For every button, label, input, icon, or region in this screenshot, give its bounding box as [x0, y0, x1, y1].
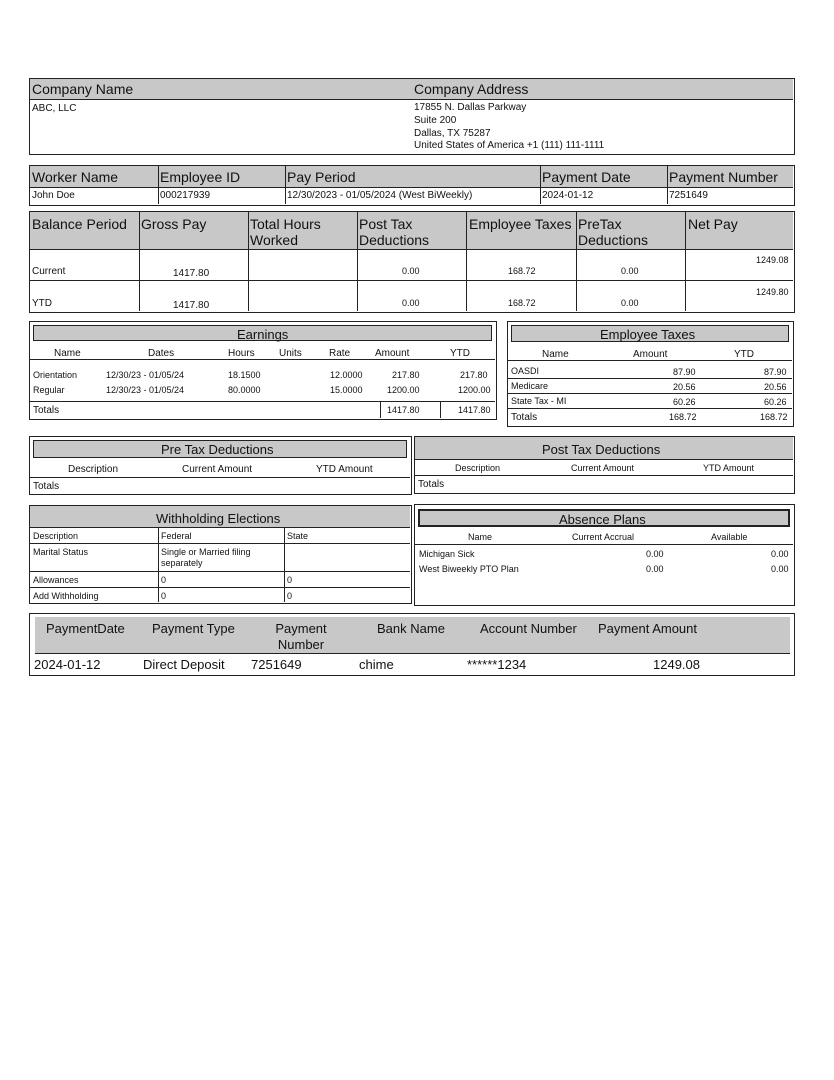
pretax-current: 0.00: [621, 266, 639, 276]
earnings-name-header: Name: [54, 348, 81, 359]
worker-name-header: Worker Name: [32, 169, 119, 185]
earnings-row-hours: 80.0000: [228, 385, 261, 395]
post-tax-header: Post Tax Deductions: [359, 216, 430, 248]
earnings-row-name: Regular: [33, 385, 65, 395]
earnings-ytd-header: YTD: [450, 348, 470, 359]
withholding-row-state: 0: [287, 575, 293, 585]
withholding-state-header: State: [287, 531, 309, 541]
tax-row-name: Medicare: [511, 381, 549, 391]
taxes-ytd-header: YTD: [734, 349, 754, 360]
taxes-name-header: Name: [542, 349, 569, 360]
payment-number: 7251649: [669, 190, 708, 201]
earnings-row-amount: 217.80: [392, 370, 420, 380]
company-address-label: Company Address: [414, 81, 529, 97]
net-ytd: 1249.80: [756, 287, 789, 297]
payment-amount-header: Payment Amount: [598, 621, 697, 636]
pre-tax-current-header: Current Amount: [182, 464, 253, 475]
pre-tax-ytd-header: YTD Amount: [316, 464, 373, 475]
employee-taxes-header: Employee Taxes: [469, 216, 572, 232]
payment-row-bank: chime: [359, 657, 394, 672]
pretax-header: PreTax Deductions: [578, 216, 649, 248]
withholding-federal-header: Federal: [161, 531, 192, 541]
earnings-hours-header: Hours: [228, 348, 255, 359]
earnings-row-ytd: 1200.00: [458, 385, 491, 395]
tax-row-amount: 20.56: [673, 382, 696, 392]
gross-pay-header: Gross Pay: [141, 216, 207, 232]
earnings-row-name: Orientation: [33, 370, 78, 380]
withholding-row-desc: Allowances: [33, 575, 79, 585]
address-line-2: Suite 200: [414, 115, 457, 126]
tax-row-amount: 60.26: [673, 397, 696, 407]
post-tax-desc-header: Description: [455, 463, 501, 473]
withholding-title: Withholding Elections: [156, 511, 281, 526]
pay-period: 12/30/2023 - 01/05/2024 (West BiWeekly): [287, 190, 473, 201]
balance-section: [29, 211, 795, 313]
account-number-header: Account Number: [480, 621, 577, 636]
payment-row-type: Direct Deposit: [143, 657, 225, 672]
net-pay-header: Net Pay: [688, 216, 738, 232]
payment-date-header: PaymentDate: [46, 621, 125, 636]
absence-name-header: Name: [468, 532, 493, 542]
tax-row-ytd: 60.26: [764, 397, 787, 407]
earnings-title: Earnings: [237, 327, 289, 342]
taxes-total-ytd: 168.72: [760, 412, 788, 422]
earnings-dates-header: Dates: [148, 348, 175, 359]
company-section: [29, 78, 795, 155]
withholding-desc-header: Description: [33, 531, 79, 541]
tax-row-name: State Tax - MI: [511, 396, 567, 406]
earnings-row-hours: 18.1500: [228, 370, 261, 380]
post-tax-section: [414, 436, 795, 494]
payment-number-header-line-2: Number: [277, 637, 325, 652]
withholding-row-state: 0: [287, 591, 293, 601]
tax-row-ytd: 87.90: [764, 367, 787, 377]
tax-row-ytd: 20.56: [764, 382, 787, 392]
company-name: ABC, LLC: [32, 103, 77, 114]
payment-number-header: Payment Number: [669, 169, 778, 185]
absence-row-available: 0.00: [771, 549, 789, 559]
address-line-3: Dallas, TX 75287: [414, 128, 491, 139]
tax-row-name: OASDI: [511, 366, 540, 376]
payment-row-account: ******1234: [467, 657, 527, 672]
absence-row-name: Michigan Sick: [419, 549, 475, 559]
earnings-row-rate: 15.0000: [330, 385, 363, 395]
balance-period-ytd: YTD: [32, 298, 52, 309]
taxes-current: 168.72: [508, 266, 536, 276]
payment-section: [29, 613, 795, 676]
earnings-rate-header: Rate: [329, 348, 351, 359]
earnings-amount-header: Amount: [375, 348, 410, 359]
balance-period-current: Current: [32, 266, 66, 277]
address-line-1: 17855 N. Dallas Parkway: [414, 102, 527, 113]
earnings-row-ytd: 217.80: [460, 370, 488, 380]
withholding-section: [29, 505, 412, 604]
withholding-row-federal: 0: [161, 575, 167, 585]
pre-tax-section: [29, 436, 412, 495]
payment-date: 2024-01-12: [542, 190, 594, 201]
tax-row-amount: 87.90: [673, 367, 696, 377]
taxes-ytd: 168.72: [508, 298, 536, 308]
post-tax-title: Post Tax Deductions: [542, 442, 661, 457]
pretax-ytd: 0.00: [621, 298, 639, 308]
payment-number-header: [266, 621, 336, 653]
post-tax-current-header: Current Amount: [571, 463, 635, 473]
absence-row-accrual: 0.00: [646, 549, 664, 559]
absence-row-available: 0.00: [771, 564, 789, 574]
earnings-section: [29, 321, 497, 420]
employee-id: 000217939: [160, 190, 211, 201]
gross-ytd: 1417.80: [173, 300, 210, 311]
pre-tax-totals-label: Totals: [33, 481, 60, 492]
taxes-totals-label: Totals: [511, 412, 538, 423]
post-tax-ytd: 0.00: [402, 298, 420, 308]
payment-row-number: 7251649: [251, 657, 302, 672]
worker-name: John Doe: [32, 190, 75, 201]
payment-date-header: Payment Date: [542, 169, 631, 185]
pay-period-header: Pay Period: [287, 169, 356, 185]
employee-taxes-section: [507, 321, 794, 427]
pre-tax-title: Pre Tax Deductions: [161, 442, 274, 457]
net-current: 1249.08: [756, 255, 789, 265]
earnings-row-rate: 12.0000: [330, 370, 363, 380]
absence-row-accrual: 0.00: [646, 564, 664, 574]
earnings-totals-label: Totals: [33, 405, 60, 416]
absence-title: Absence Plans: [559, 512, 646, 527]
post-tax-ytd-header: YTD Amount: [703, 463, 755, 473]
payment-row-amount: 1249.08: [653, 657, 700, 672]
company-header-bar: [30, 79, 793, 99]
post-tax-current: 0.00: [402, 266, 420, 276]
earnings-total-ytd: 1417.80: [458, 405, 491, 415]
post-tax-totals-label: Totals: [418, 479, 445, 490]
pre-tax-desc-header: Description: [68, 464, 119, 475]
payment-row-date: 2024-01-12: [34, 657, 101, 672]
address-line-4: United States of America +1 (111) 111-1111: [414, 140, 605, 151]
employee-id-header: Employee ID: [160, 169, 241, 185]
gross-current: 1417.80: [173, 268, 210, 279]
absence-row-name: West Biweekly PTO Plan: [419, 564, 519, 574]
withholding-row-federal: 0: [161, 591, 167, 601]
earnings-row-dates: 12/30/23 - 01/05/24: [106, 370, 185, 380]
earnings-total-amount: 1417.80: [387, 405, 420, 415]
withholding-row-desc: Marital Status: [33, 547, 89, 557]
earnings-row-amount: 1200.00: [387, 385, 420, 395]
worker-section: [29, 165, 795, 206]
absence-accrual-header: Current Accrual: [572, 532, 635, 542]
withholding-row-federal: Single or Married filing separately: [161, 547, 251, 568]
balance-period-header: Balance Period: [32, 216, 127, 232]
payment-type-header: Payment Type: [152, 621, 235, 636]
earnings-row-dates: 12/30/23 - 01/05/24: [106, 385, 185, 395]
withholding-row-desc: Add Withholding: [33, 591, 99, 601]
bank-name-header: Bank Name: [377, 621, 445, 636]
absence-available-header: Available: [711, 532, 748, 542]
taxes-amount-header: Amount: [633, 349, 668, 360]
employee-taxes-title: Employee Taxes: [600, 327, 696, 342]
payment-number-header-line-1: Payment: [275, 621, 327, 636]
total-hours-header: Total Hours Worked: [250, 216, 321, 248]
earnings-units-header: Units: [279, 348, 302, 359]
company-name-label: Company Name: [32, 81, 134, 97]
taxes-total-amount: 168.72: [669, 412, 697, 422]
absence-section: [414, 504, 795, 606]
